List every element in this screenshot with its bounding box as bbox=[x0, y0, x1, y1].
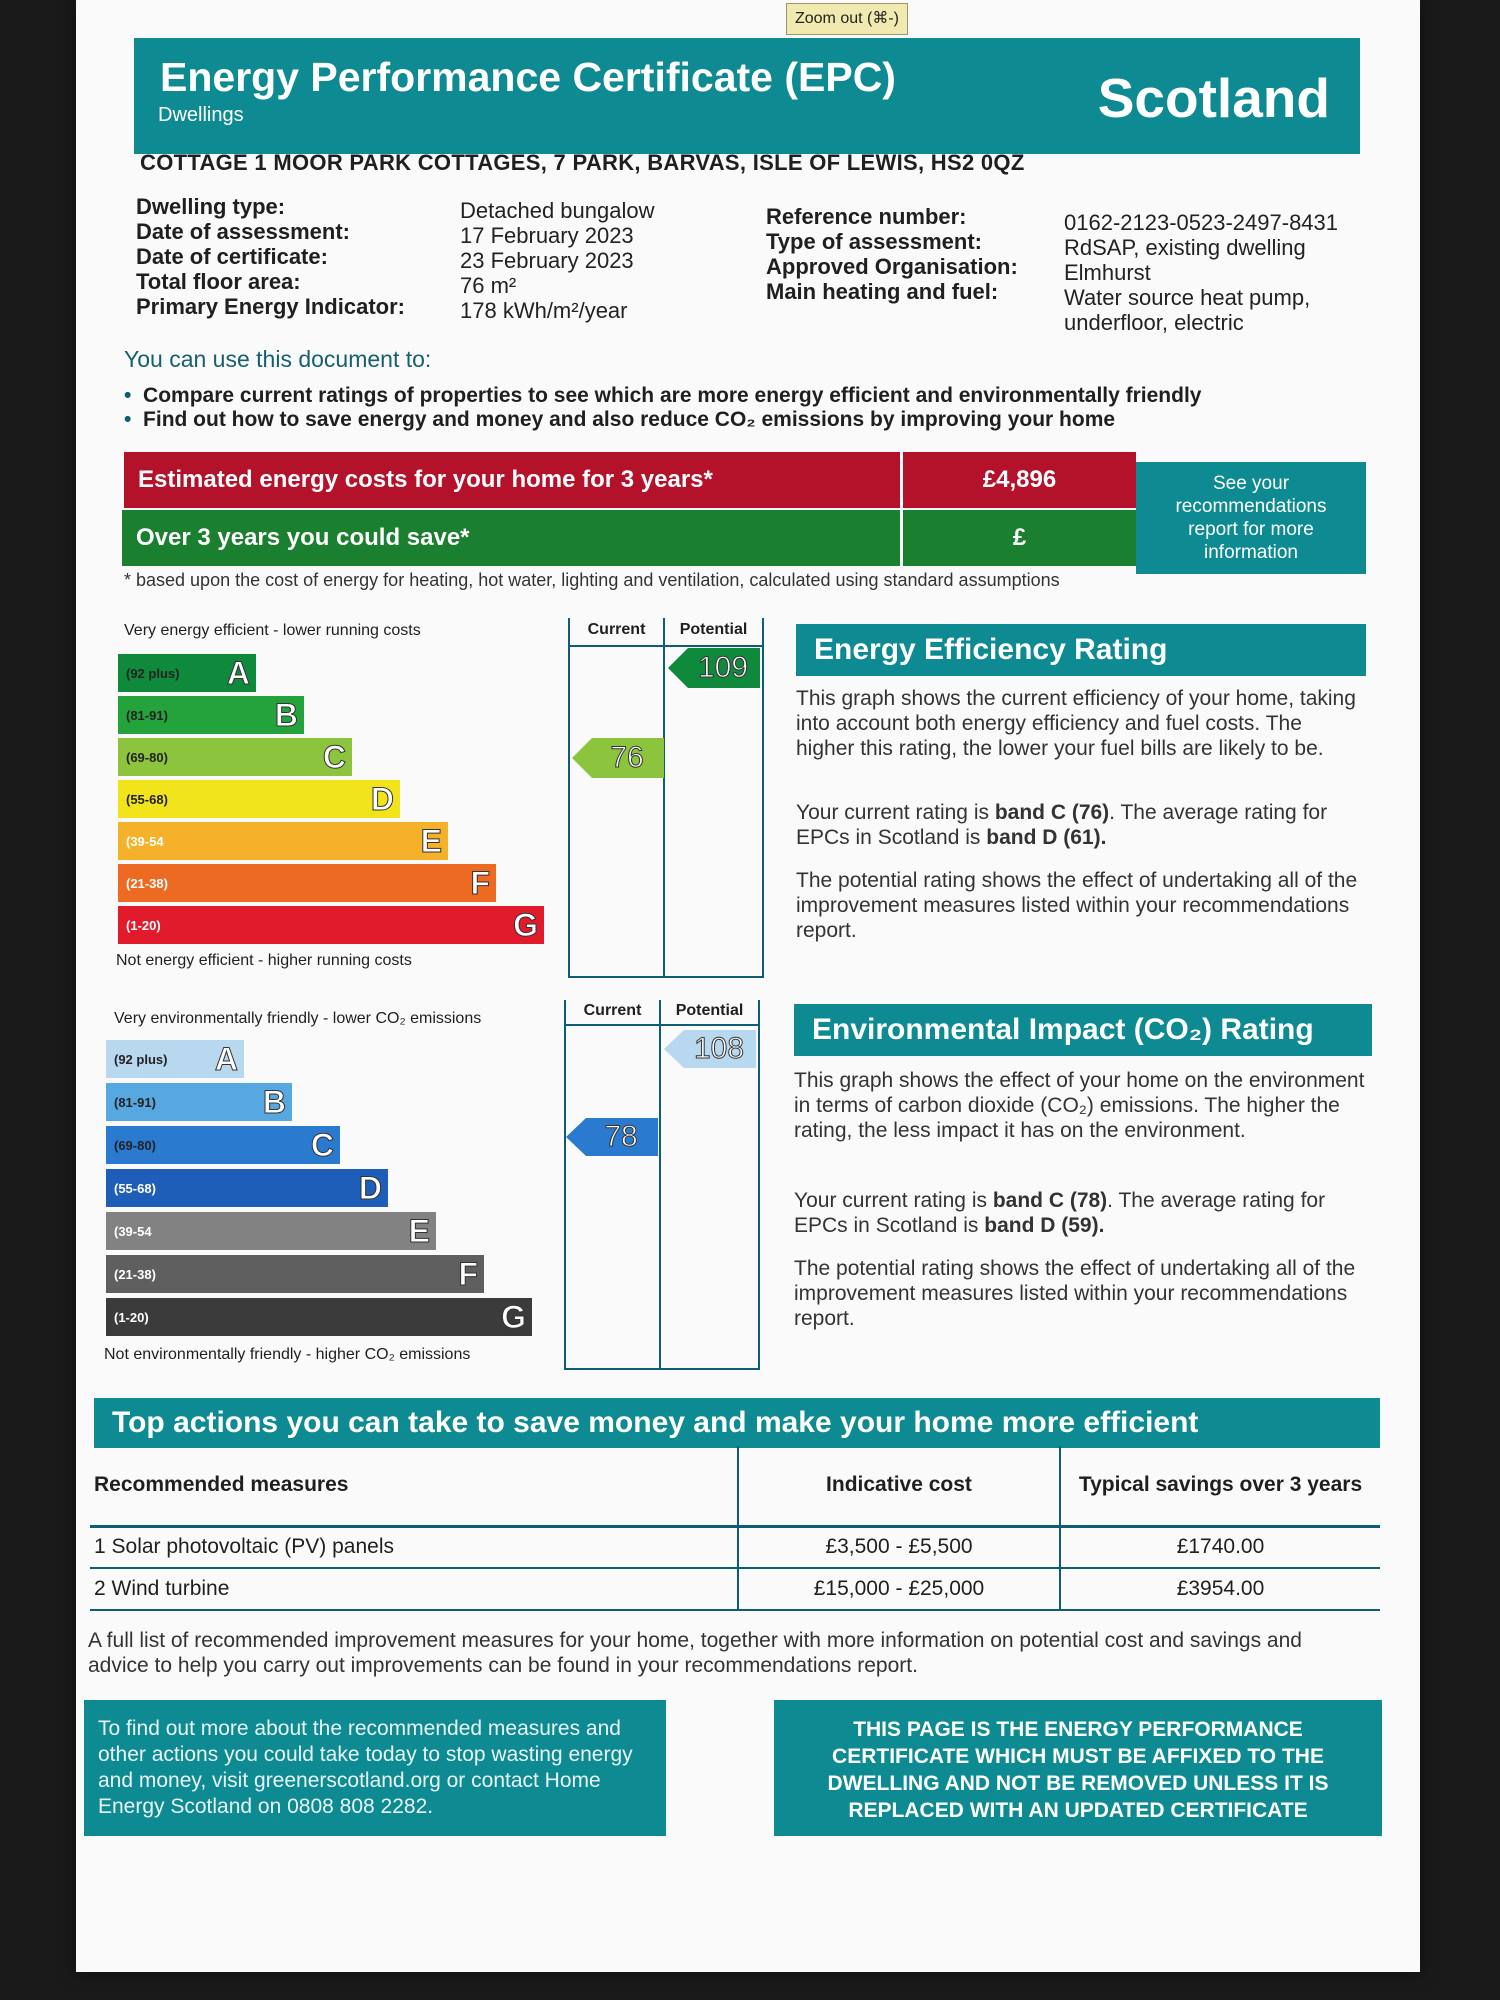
band-range: (39-54 bbox=[126, 833, 164, 849]
eer-band-d bbox=[118, 780, 400, 818]
bullet-text: Find out how to save energy and money and also reduce CO₂ emissions by improving your home bbox=[143, 408, 1116, 431]
text: Your current rating is bbox=[794, 1189, 993, 1212]
zoom-out-tooltip: Zoom out (⌘-) bbox=[786, 3, 908, 35]
band-letter: A bbox=[214, 1040, 238, 1077]
band-letter: A bbox=[226, 654, 250, 691]
eer-paragraph-2 bbox=[796, 800, 1366, 850]
column-header: Recommended measures bbox=[90, 1446, 738, 1526]
eir-band-d bbox=[106, 1169, 388, 1207]
band-letter: F bbox=[470, 864, 490, 901]
recommendations-note: See your recommendations report for more information bbox=[1136, 462, 1366, 574]
measure-savings: £1740.00 bbox=[1060, 1526, 1380, 1568]
estimated-cost-label: Estimated energy costs for your home for 3 years* bbox=[124, 452, 900, 508]
eer-header-line bbox=[570, 645, 762, 647]
band-letter: E bbox=[408, 1212, 430, 1249]
detail-label: Date of assessment: bbox=[136, 219, 350, 244]
table-row bbox=[90, 1526, 1380, 1568]
measure-name: 1 Solar photovoltaic (PV) panels bbox=[90, 1526, 738, 1568]
detail-value: 23 February 2023 bbox=[460, 248, 634, 273]
details-left bbox=[136, 194, 405, 319]
column-header: Indicative cost bbox=[738, 1446, 1060, 1526]
band-range: (69-80) bbox=[126, 749, 168, 765]
band-letter: B bbox=[262, 1083, 286, 1120]
band-range: (55-68) bbox=[114, 1180, 156, 1196]
eir-potential-value: 108 bbox=[693, 1032, 745, 1065]
eir-band-c bbox=[106, 1126, 340, 1164]
measures-table bbox=[90, 1446, 1380, 1611]
band-range: (55-68) bbox=[126, 791, 168, 807]
text: Your current rating is bbox=[796, 801, 995, 824]
band-letter: C bbox=[322, 738, 346, 775]
measure-savings: £3954.00 bbox=[1060, 1568, 1380, 1610]
band-letter: E bbox=[420, 822, 442, 859]
band-letter: D bbox=[358, 1169, 382, 1206]
column-header: Typical savings over 3 years bbox=[1060, 1446, 1380, 1526]
band-range: (39-54 bbox=[114, 1223, 152, 1239]
current-band: band C (78) bbox=[992, 1189, 1108, 1212]
eer-current-header: Current bbox=[587, 621, 646, 638]
table-row bbox=[90, 1568, 1380, 1610]
eer-bottom-caption: Not energy efficient - higher running costs bbox=[116, 952, 412, 969]
use-document-list bbox=[124, 384, 1201, 432]
eir-band-g bbox=[106, 1298, 532, 1336]
bullet-text: Compare current ratings of properties to see which are more energy efficient and environmentally friendly bbox=[143, 384, 1202, 407]
band-range: (21-38) bbox=[114, 1266, 156, 1282]
band-letter: B bbox=[274, 696, 298, 733]
eer-band-b bbox=[118, 696, 304, 734]
eer-potential-header: Potential bbox=[679, 621, 748, 638]
band-letter: F bbox=[458, 1255, 478, 1292]
eer-section-title: Energy Efficiency Rating bbox=[796, 624, 1366, 676]
measure-name: 2 Wind turbine bbox=[90, 1568, 738, 1610]
estimated-cost-value: £4,896 bbox=[903, 452, 1136, 508]
measure-cost: £3,500 - £5,500 bbox=[738, 1526, 1060, 1568]
band-range: (81-91) bbox=[114, 1094, 156, 1110]
band-letter: C bbox=[310, 1126, 334, 1163]
details-left-values bbox=[460, 198, 654, 323]
details-right bbox=[766, 204, 1018, 304]
eir-paragraph-2 bbox=[794, 1188, 1372, 1238]
band-range: (1-20) bbox=[126, 917, 161, 933]
list-item: • Find out how to save energy and money and also reduce CO₂ emissions by improving your home bbox=[124, 408, 1116, 431]
estimated-cost-row bbox=[124, 452, 1136, 508]
eir-column-divider bbox=[659, 1000, 661, 1370]
eir-bottom-caption: Not environmentally friendly - higher CO₂ emissions bbox=[104, 1346, 471, 1363]
eer-top-caption: Very energy efficient - lower running costs bbox=[124, 622, 421, 639]
table-header-row bbox=[90, 1446, 1380, 1526]
eer-band-e bbox=[118, 822, 448, 860]
average-band: band D (59). bbox=[984, 1214, 1105, 1237]
eir-current-value: 78 bbox=[604, 1120, 638, 1153]
band-range: (69-80) bbox=[114, 1137, 156, 1153]
detail-label: Approved Organisation: bbox=[766, 254, 1018, 279]
eir-current-header: Current bbox=[583, 1002, 642, 1019]
band-range: (21-38) bbox=[126, 875, 168, 891]
detail-value: 178 kWh/m²/year bbox=[460, 298, 628, 323]
eer-band-f bbox=[118, 864, 496, 902]
detail-label: Dwelling type: bbox=[136, 194, 286, 219]
header-banner bbox=[134, 38, 1360, 154]
eir-band-a bbox=[106, 1040, 244, 1078]
text: . The average rating for EPCs in Scotland is bbox=[794, 1189, 1326, 1237]
detail-label: Reference number: bbox=[766, 204, 967, 229]
list-item: • Compare current ratings of properties to see which are more energy efficient and environmentally friendly bbox=[124, 384, 1202, 407]
page-title: Energy Performance Certificate (EPC) bbox=[160, 54, 896, 100]
eir-top-caption: Very environmentally friendly - lower CO₂ emissions bbox=[114, 1010, 482, 1027]
eer-band-g bbox=[118, 906, 544, 944]
use-document-title: You can use this document to: bbox=[124, 346, 432, 372]
eer-potential-value: 109 bbox=[697, 651, 749, 684]
eer-band-c bbox=[118, 738, 352, 776]
detail-value: underfloor, electric bbox=[1064, 310, 1244, 335]
band-letter: G bbox=[513, 906, 538, 943]
savings-value: £ bbox=[903, 510, 1136, 566]
eer-paragraph-1: This graph shows the current efficiency of your home, taking into account both energy efficiency and fuel costs. The higher this rating, the lower your fuel bills are likely to be. bbox=[796, 687, 1356, 760]
detail-label: Type of assessment: bbox=[766, 229, 983, 254]
detail-value: RdSAP, existing dwelling bbox=[1064, 235, 1306, 260]
average-band: band D (61). bbox=[986, 826, 1107, 849]
footer-advice-box: To find out more about the recommended measures and other actions you could take today to stop wasting energy and money, visit greenerscotland.org or contact Home Energy Scotland on 0808 808 2282. bbox=[84, 1700, 666, 1836]
detail-label: Total floor area: bbox=[136, 269, 301, 294]
eir-band-e bbox=[106, 1212, 436, 1250]
eer-current-value: 76 bbox=[610, 741, 644, 774]
country-label: Scotland bbox=[1097, 67, 1330, 129]
eer-band-a bbox=[118, 654, 256, 692]
eir-paragraph-1: This graph shows the effect of your home on the environment in terms of carbon dioxide (CO₂) emissions. The higher the rating, the less impact it has on the environment. bbox=[794, 1069, 1365, 1142]
eer-column-divider bbox=[663, 618, 665, 978]
band-range: (1-20) bbox=[114, 1309, 149, 1325]
property-address: COTTAGE 1 MOOR PARK COTTAGES, 7 PARK, BARVAS, ISLE OF LEWIS, HS2 0QZ bbox=[140, 150, 1025, 175]
page-subtitle: Dwellings bbox=[158, 104, 244, 126]
eir-band-b bbox=[106, 1083, 292, 1121]
band-range: (81-91) bbox=[126, 707, 168, 723]
detail-value: Detached bungalow bbox=[460, 198, 655, 223]
detail-value: Elmhurst bbox=[1064, 260, 1151, 285]
detail-value: 76 m² bbox=[460, 273, 517, 298]
text: . The average rating for EPCs in Scotland is bbox=[796, 801, 1328, 849]
cost-footnote: * based upon the cost of energy for heating, hot water, lighting and ventilation, calculated using standard assumptions bbox=[124, 570, 1060, 590]
eir-paragraph-3: The potential rating shows the effect of undertaking all of the improvement measures listed within your recommendations report. bbox=[794, 1257, 1356, 1330]
actions-title: Top actions you can take to save money and make your home more efficient bbox=[94, 1398, 1380, 1448]
detail-label: Date of certificate: bbox=[136, 244, 328, 269]
actions-note: A full list of recommended improvement measures for your home, together with more information on potential cost and savings and advice to help you carry out improvements can be found in your recommendations report. bbox=[88, 1629, 1302, 1677]
current-band: band C (76) bbox=[994, 801, 1110, 824]
eir-header-line bbox=[566, 1024, 758, 1026]
details-right-values bbox=[1064, 210, 1338, 335]
eer-paragraph-3: The potential rating shows the effect of undertaking all of the improvement measures listed within your recommendations report. bbox=[796, 869, 1358, 942]
eir-potential-header: Potential bbox=[675, 1002, 744, 1019]
detail-value: 17 February 2023 bbox=[460, 223, 634, 248]
detail-value: Water source heat pump, bbox=[1064, 285, 1311, 310]
band-letter: G bbox=[501, 1298, 526, 1335]
savings-label: Over 3 years you could save* bbox=[122, 510, 900, 566]
eir-band-f bbox=[106, 1255, 484, 1293]
reference-number: 0162-2123-0523-2497-8431 bbox=[1064, 210, 1339, 235]
measure-cost: £15,000 - £25,000 bbox=[738, 1568, 1060, 1610]
detail-label: Main heating and fuel: bbox=[766, 279, 999, 304]
band-range: (92 plus) bbox=[126, 665, 180, 681]
savings-row bbox=[122, 510, 1136, 566]
detail-label: Primary Energy Indicator: bbox=[136, 294, 405, 319]
band-range: (92 plus) bbox=[114, 1051, 168, 1067]
eir-section-title: Environmental Impact (CO₂) Rating bbox=[794, 1004, 1372, 1056]
band-letter: D bbox=[370, 780, 394, 817]
footer-notice-box: THIS PAGE IS THE ENERGY PERFORMANCE CERTIFICATE WHICH MUST BE AFFIXED TO THE DWELLING AND NOT BE REMOVED UNLESS IT IS REPLACED WITH AN UPDATED CERTIFICATE bbox=[774, 1700, 1382, 1836]
